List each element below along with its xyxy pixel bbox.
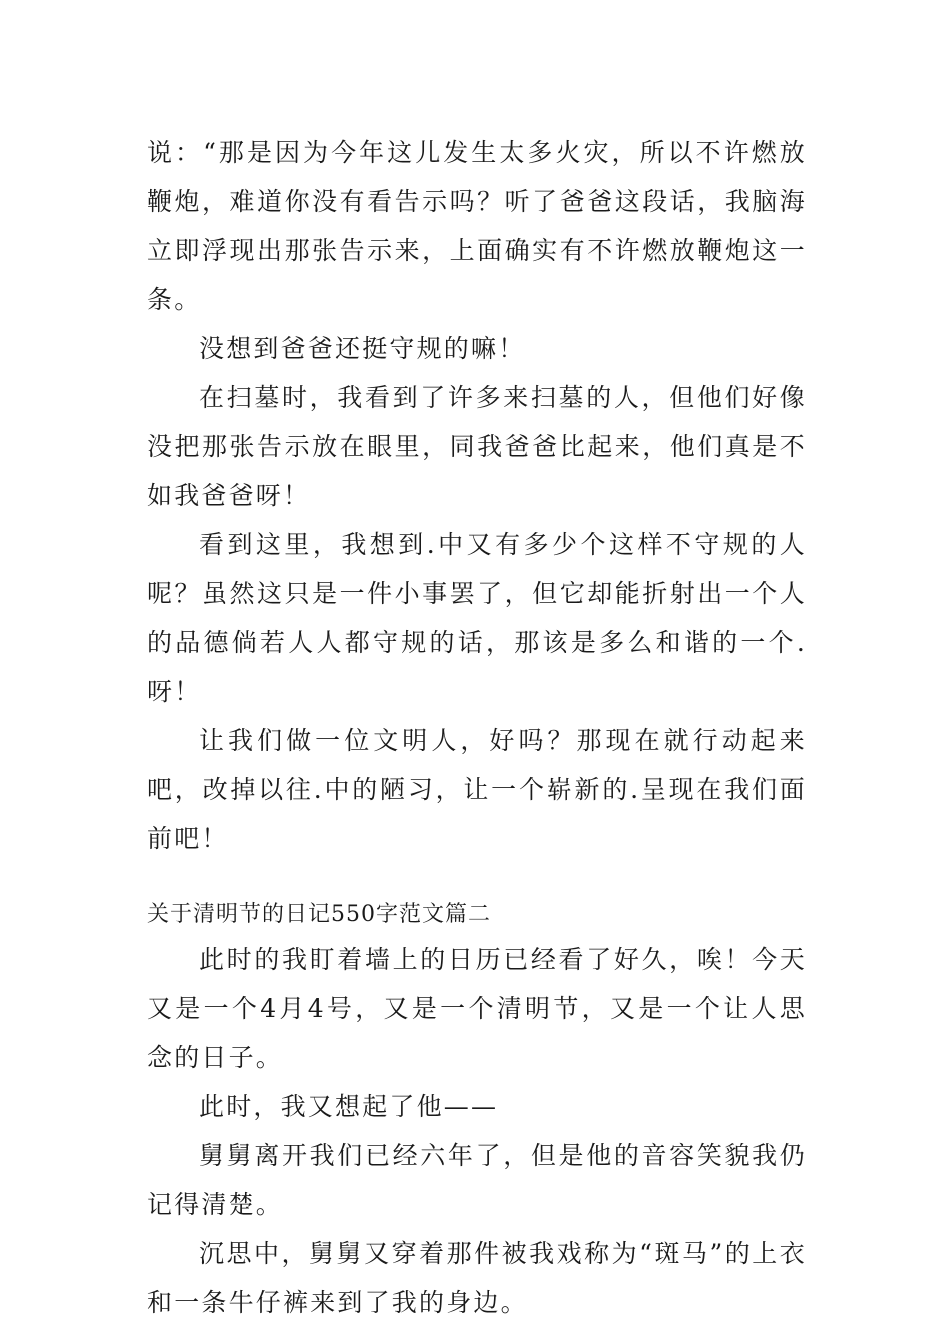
paragraph: 此时的我盯着墙上的日历已经看了好久，唉！今天又是一个4月4号，又是一个清明节，又是一个让人思念的日子。 [147,945,807,1072]
paragraph: 沉思中，舅舅又穿着那件被我戏称为“斑马”的上衣和一条牛仔裤来到了我的身边。 [147,1239,807,1317]
paragraph: 让我们做一位文明人，好吗？那现在就行动起来吧，改掉以往.中的陋习，让一个崭新的.呈现在我们面前吧！ [147,726,807,853]
section-title: 关于清明节的日记550字范文篇二 [147,902,491,927]
paragraph-continuation: 说：“那是因为今年这儿发生太多火灾，所以不许燃放鞭炮，难道你没有看告示吗？听了爸爸这段话，我脑海立即浮现出那张告示来，上面确实有不许燃放鞭炮这一条。 [147,138,807,314]
document-body [147,128,807,1327]
paragraph: 看到这里，我想到.中又有多少个这样不守规的人呢？虽然这只是一件小事罢了，但它却能折射出一个人的品德倘若人人都守规的话，那该是多么和谐的一个.呀！ [147,530,807,706]
paragraph: 没想到爸爸还挺守规的嘛！ [199,334,526,363]
paragraph: 此时，我又想起了他—— [199,1092,499,1121]
section-gap [147,863,807,889]
paragraph: 舅舅离开我们已经六年了，但是他的音容笑貌我仍记得清楚。 [147,1141,807,1219]
paragraph: 在扫墓时，我看到了许多来扫墓的人，但他们好像没把那张告示放在眼里，同我爸爸比起来，他们真是不如我爸爸呀！ [147,383,807,510]
